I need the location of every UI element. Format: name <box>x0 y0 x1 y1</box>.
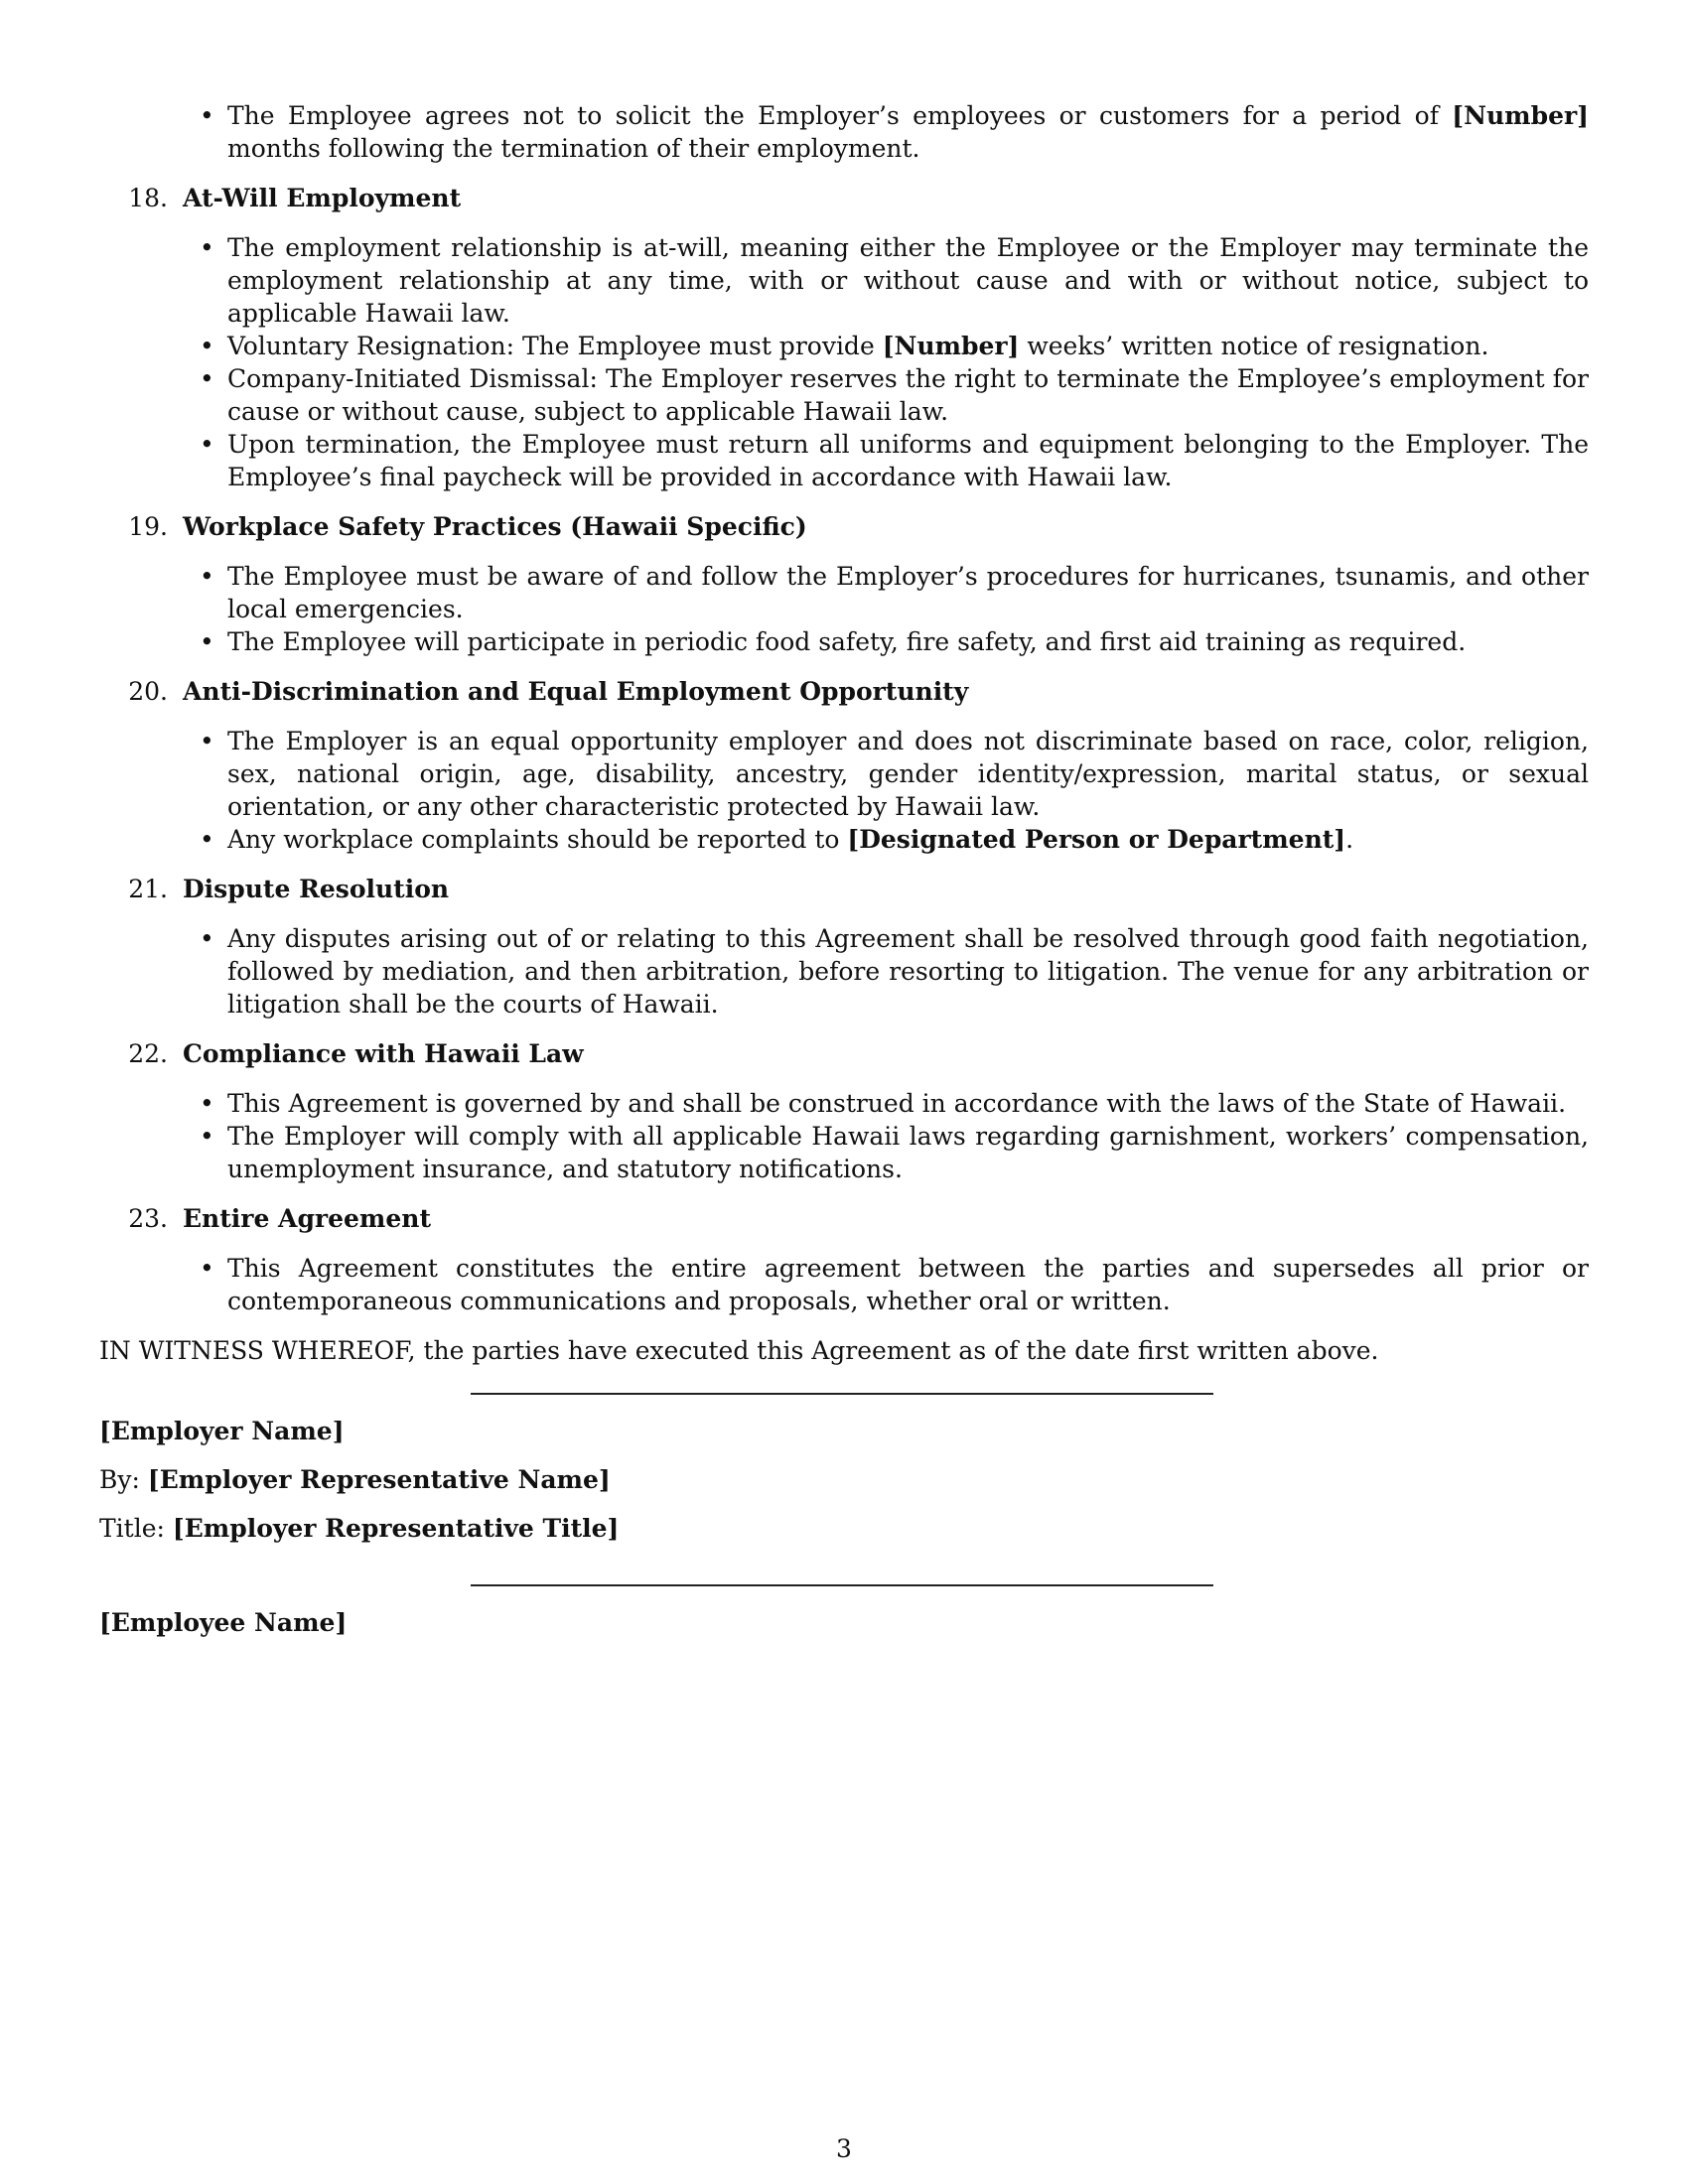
section-anti-discrimination <box>99 675 1589 856</box>
employer-name: [Employer Name] <box>99 1417 345 1445</box>
section-number: 20. <box>128 677 168 706</box>
section-number: 23. <box>128 1204 168 1233</box>
section-title: Anti-Discrimination and Equal Employment Opportunity <box>183 677 969 706</box>
section-bullets <box>99 922 1589 1021</box>
section-dispute-resolution <box>99 873 1589 1021</box>
section-heading <box>113 510 1589 543</box>
section-number: 21. <box>128 875 168 903</box>
witness-statement: IN WITNESS WHEREOF, the parties have executed this Agreement as of the date first written above. <box>99 1336 1379 1365</box>
placeholder-number: [Number] <box>882 332 1020 360</box>
page-number: 3 <box>836 2134 852 2163</box>
list-item: • Company-Initiated Dismissal: The Employer reserves the right to terminate the Employee’s employment for cause or without cause, subject to applicable Hawaii law. <box>227 362 1589 428</box>
employer-title-row <box>99 1512 1589 1545</box>
list-item: • The Employee must be aware of and follow the Employer’s procedures for hurricanes, tsunamis, and other local emergencies. <box>227 560 1589 625</box>
section-bullets <box>99 1087 1589 1185</box>
section-heading <box>113 182 1589 214</box>
section-bullets <box>99 1252 1589 1317</box>
section-entire-agreement <box>99 1202 1589 1317</box>
list-item: • The employment relationship is at-will, meaning either the Employee or the Employer may terminate the employment relationship at any time, with or without cause and with or without notice, subject to applicable Hawaii law. <box>227 231 1589 330</box>
section-number: 18. <box>128 184 168 212</box>
section-title: Workplace Safety Practices (Hawaii Specific) <box>183 512 807 541</box>
list-item: • Upon termination, the Employee must return all uniforms and equipment belonging to the Employer. The Employee’s final paycheck will be provided in accordance with Hawaii law. <box>227 428 1589 493</box>
list-item: • This Agreement constitutes the entire agreement between the parties and supersedes all prior or contemporaneous communications and proposals, whether oral or written. <box>227 1252 1589 1317</box>
section-heading <box>113 873 1589 905</box>
list-item: • This Agreement is governed by and shall be construed in accordance with the laws of the State of Hawaii. <box>227 1087 1589 1120</box>
list-item: • Any workplace complaints should be reported to [Designated Person or Department]. <box>227 823 1589 856</box>
employer-representative-row <box>99 1463 1589 1496</box>
section-bullets <box>99 725 1589 856</box>
non-solicitation-list <box>99 99 1589 165</box>
list-item: • The Employer is an equal opportunity employer and does not discriminate based on race, color, religion, sex, national origin, age, disability, ancestry, gender identity/expression, marital status, or sexual orientation, or any other characteristic protected by Hawaii law. <box>227 725 1589 823</box>
employer-representative-name: [Employer Representative Name] <box>147 1465 611 1494</box>
section-heading <box>113 1202 1589 1235</box>
section-title: At-Will Employment <box>183 184 462 212</box>
section-number: 19. <box>128 512 168 541</box>
section-at-will-employment <box>99 182 1589 493</box>
section-title: Compliance with Hawaii Law <box>183 1039 584 1068</box>
section-bullets <box>99 560 1589 658</box>
by-label: By: <box>99 1465 148 1494</box>
list-item: • The Employer will comply with all applicable Hawaii laws regarding garnishment, workers’ compensation, unemployment insurance, and statutory notifications. <box>227 1120 1589 1185</box>
list-item: • Voluntary Resignation: The Employee must provide [Number] weeks’ written notice of resignation. <box>227 330 1589 362</box>
list-item: • The Employee will participate in periodic food safety, fire safety, and first aid training as required. <box>227 625 1589 658</box>
placeholder-designated-person: [Designated Person or Department] <box>847 825 1346 854</box>
employer-representative-title: [Employer Representative Title] <box>172 1514 620 1543</box>
employer-signature-line <box>471 1393 1213 1395</box>
section-bullets <box>99 231 1589 493</box>
section-number: 22. <box>128 1039 168 1068</box>
list-item: • The Employee agrees not to solicit the Employer’s employees or customers for a period of [Number] months following the termination of their employment. <box>227 99 1589 165</box>
section-title: Entire Agreement <box>183 1204 431 1233</box>
section-compliance-hawaii-law <box>99 1037 1589 1185</box>
section-heading <box>113 1037 1589 1070</box>
section-title: Dispute Resolution <box>183 875 450 903</box>
list-item: • Any disputes arising out of or relating to this Agreement shall be resolved through good faith negotiation, followed by mediation, and then arbitration, before resorting to litigation. The venue for any arbitration or litigation shall be the courts of Hawaii. <box>227 922 1589 1021</box>
employee-signature-line <box>471 1584 1213 1586</box>
section-workplace-safety <box>99 510 1589 658</box>
employee-name: [Employee Name] <box>99 1608 348 1637</box>
section-heading <box>113 675 1589 708</box>
title-label: Title: <box>99 1514 173 1543</box>
document-page <box>99 99 1589 1639</box>
placeholder-number: [Number] <box>1452 101 1589 130</box>
